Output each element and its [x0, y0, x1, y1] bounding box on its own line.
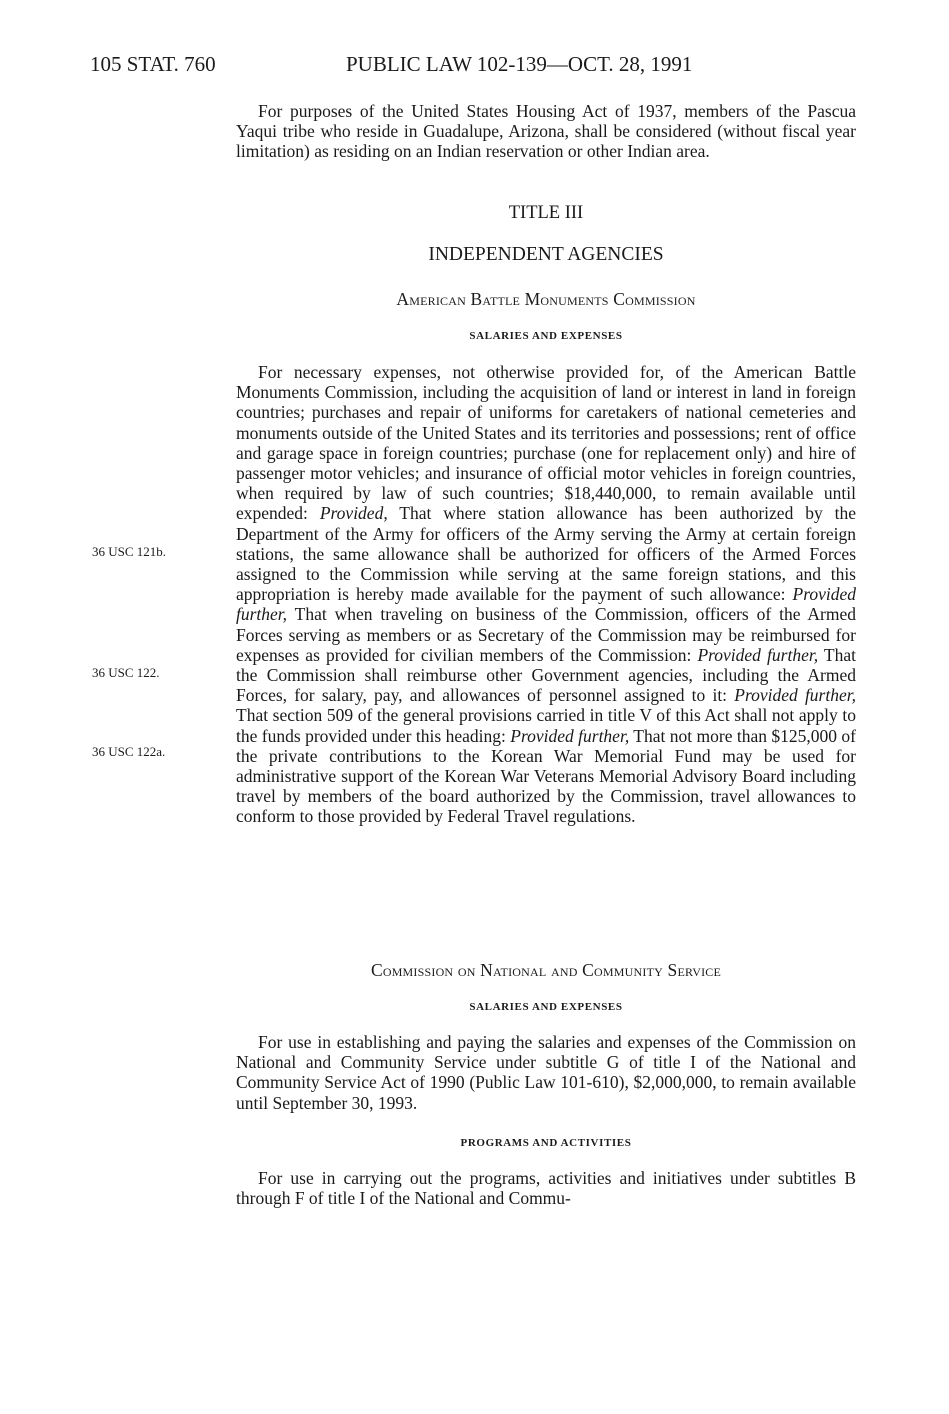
title-name: INDEPENDENT AGENCIES	[428, 244, 664, 265]
abmc-text-a: For necessary expenses, not otherwise provided for, of the American Battle Monuments Commission, including the acquisition of land or interest in land in foreign countries; purchases and repair of uniforms for caretakers of national cemeteries and monuments outside of the United States and its territories and possessions; rent of office and garage space in foreign countries; purchase (one for replacement only) and hire of passenger motor vehicles; and insurance of official motor vehicles in foreign countries, when required by law of such countries; $18,440,000, to remain available until expended:	[236, 362, 856, 524]
proviso-1: Provided,	[319, 503, 388, 524]
cncs-programs-section	[236, 1168, 856, 1208]
abmc-section	[236, 362, 856, 827]
abmc-text-d: That the Commission shall reimburse other Government agencies, including the Armed Forces, for salary, pay, and allowances of personnel assigned to it:	[236, 644, 856, 706]
intro-section	[236, 101, 856, 162]
proviso-4: Provided further,	[734, 685, 856, 706]
proviso-5: Provided further,	[510, 725, 630, 746]
abmc-text-f: That not more than $125,000 of the private contributions to the Korean War Memorial Fund may be used for administrative support of the Korean War Veterans Memorial Advisory Board including travel by members of the board authorized by the Commission, travel allowances to conform to those provided by Federal Travel regulations.	[236, 725, 856, 827]
subheading-salaries-2: SALARIES AND EXPENSES	[469, 1001, 623, 1013]
abmc-text-c: That when traveling on business of the Commission, officers of the Armed Forces serving as members or as Secretary of the Commission may be reimbursed for expenses as provided for civilian members of the Commission:	[236, 604, 856, 665]
cncs-salaries-section	[236, 1032, 856, 1113]
margin-note-122a: 36 USC 122a.	[92, 744, 166, 759]
public-law-header: PUBLIC LAW 102-139—OCT. 28, 1991	[346, 52, 693, 76]
margin-note-121b: 36 USC 121b.	[92, 544, 167, 559]
proviso-2: Provided further,	[236, 584, 856, 625]
agency-heading-abmc: American Battle Monuments Commission	[396, 289, 696, 309]
margin-note-122: 36 USC 122.	[92, 665, 160, 680]
title-number: TITLE III	[508, 203, 584, 223]
intro-paragraph: For purposes of the United States Housing Act of 1937, members of the Pascua Yaqui tribe who reside in Guadalupe, Arizona, shall be considered (without fiscal year limitation) as residing on an Indian reservation or other Indian area.	[236, 101, 856, 162]
subheading-programs: PROGRAMS AND ACTIVITIES	[460, 1137, 632, 1149]
abmc-text-e: That section 509 of the general provisions carried in title V of this Act shall not apply to the funds provided under this heading:	[236, 705, 856, 746]
abmc-text-b: That where station allowance has been authorized by the Department of the Army for officers of the Army serving the Army at certain foreign stations, the same allowance shall be authorized for officers of the Armed Forces assigned to the Commission while serving at the same foreign stations, and this appropriation is hereby made available for the payment of such allowance:	[236, 503, 856, 605]
subheading-salaries-1: SALARIES AND EXPENSES	[469, 330, 623, 342]
agency-heading-cncs: Commission on National and Community Service	[370, 960, 722, 980]
abmc-paragraph	[236, 362, 856, 827]
stat-reference: 105 STAT. 760	[90, 52, 216, 76]
cncs-programs-paragraph: For use in carrying out the programs, activities and initiatives under subtitles B through F of title I of the National and Commu-	[236, 1168, 856, 1209]
proviso-3: Provided further,	[697, 644, 819, 665]
cncs-salaries-paragraph: For use in establishing and paying the salaries and expenses of the Commission on National and Community Service under subtitle G of title I of the National and Community Service Act of 1990 (Public Law 101-610), $2,000,000, to remain available until September 30, 1993.	[236, 1032, 856, 1113]
